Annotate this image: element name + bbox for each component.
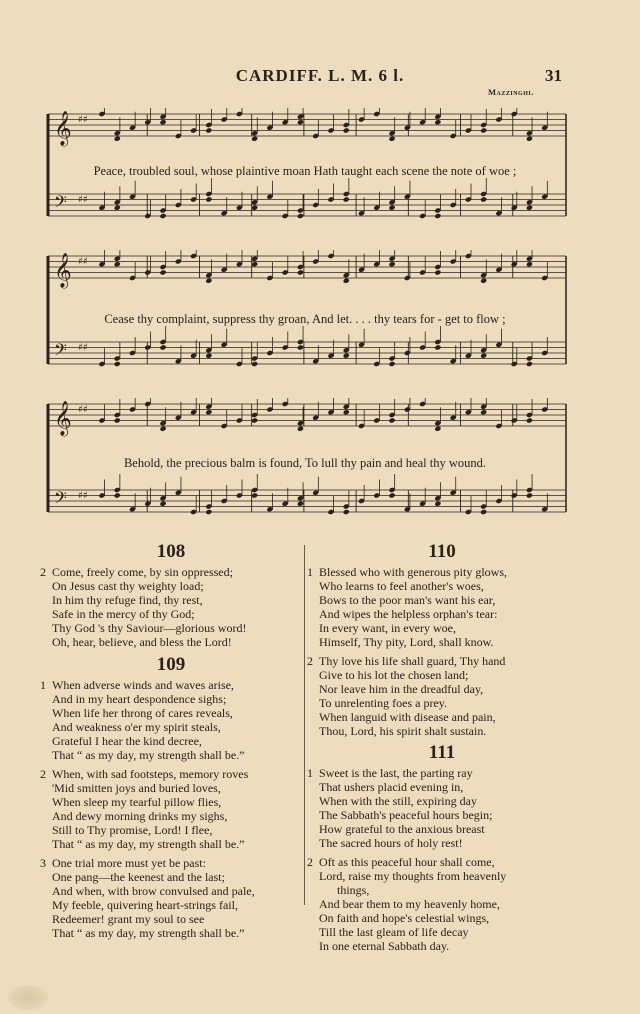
hymn-line: Bows to the poor man's want his ear, xyxy=(319,593,496,607)
hymn-line: One trial more must yet be past: xyxy=(52,856,206,870)
hymn-line: On Jesus cast thy weighty load; xyxy=(52,579,204,593)
right-column xyxy=(307,542,577,958)
hymn-line: Sweet is the last, the parting ray xyxy=(319,766,473,780)
hymn-line: Come, freely come, by sin oppressed; xyxy=(52,565,233,579)
hymn-line: When adverse winds and waves arise, xyxy=(52,678,234,692)
stanza xyxy=(307,766,577,850)
hymn-line: Nor leave him in the dreadful day, xyxy=(319,682,484,696)
hymn-line: Give to his lot the chosen land; xyxy=(319,668,469,682)
verse-number: 2 xyxy=(307,654,313,668)
hymn-line: And dewy morning drinks my sighs, xyxy=(52,809,228,823)
hymn-line: When with the still, expiring day xyxy=(319,794,477,808)
hymn-line: When languid with disease and pain, xyxy=(319,710,496,724)
verse-number: 3 xyxy=(40,856,46,870)
lyrics-line-1: Peace, troubled soul, whose plaintive moan Hath taught each scene the note of woe ; xyxy=(93,164,517,178)
hymn-line: On faith and hope's celestial wings, xyxy=(319,911,490,925)
hymn-line: That “ as my day, my strength shall be.” xyxy=(52,748,245,762)
hymn-line: Thou, Lord, his spirit shalt sustain. xyxy=(319,724,487,738)
hymn-line: The Sabbath's peaceful hours begin; xyxy=(319,808,493,822)
music-system-3 xyxy=(40,398,570,536)
hymn-line: Thy God 's thy Saviour—glorious word! xyxy=(52,621,247,635)
stanza xyxy=(40,767,302,851)
page-title: CARDIFF. L. M. 6 l. xyxy=(235,66,405,85)
hymn-line: Blessed who with generous pity glows, xyxy=(319,565,507,579)
hymn-number-111: 111 xyxy=(428,742,456,763)
svg-text:♯♯: ♯♯ xyxy=(78,256,88,268)
hymn-line: When sleep my tearful pillow flies, xyxy=(52,795,222,809)
stanza xyxy=(40,856,302,940)
music-system-1 xyxy=(40,108,570,236)
hymn-number-108: 108 xyxy=(156,541,186,562)
column-divider xyxy=(304,545,305,905)
hymn-line: 'Mid smitten joys and buried loves, xyxy=(52,781,221,795)
hymn-line: Himself, Thy pity, Lord, shall know. xyxy=(319,635,494,649)
hymn-line: In one eternal Sabbath day. xyxy=(319,939,450,953)
svg-text:𝄞: 𝄞 xyxy=(54,253,72,288)
hymn-line: Redeemer! grant my soul to see xyxy=(52,912,205,926)
svg-text:♯♯: ♯♯ xyxy=(78,490,88,502)
hymn-line: Oft as this peaceful hour shall come, xyxy=(319,855,495,869)
svg-text:𝄢: 𝄢 xyxy=(54,487,67,512)
hymn-line: And in my heart despondence sighs; xyxy=(52,692,227,706)
svg-text:𝄞: 𝄞 xyxy=(54,111,72,146)
music-system-2 xyxy=(40,250,570,380)
verse-number: 2 xyxy=(307,855,313,869)
hymn-line: That “ as my day, my strength shall be.” xyxy=(52,926,245,940)
svg-text:♯♯: ♯♯ xyxy=(78,194,88,206)
hymn-number-110: 110 xyxy=(428,541,456,562)
stanza xyxy=(40,678,302,762)
hymn-line: And when, with brow convulsed and pale, xyxy=(52,884,255,898)
verse-number: 2 xyxy=(40,565,46,579)
hymn-line: My feeble, quivering heart-strings fail, xyxy=(52,898,238,912)
stanza xyxy=(40,565,302,649)
hymn-line: To unrelenting foes a prey. xyxy=(319,696,448,710)
hymn-line: In him thy refuge find, thy rest, xyxy=(52,593,203,607)
hymn-line: One pang—the keenest and the last; xyxy=(52,870,225,884)
verse-number: 1 xyxy=(307,766,313,780)
svg-text:♯♯: ♯♯ xyxy=(78,404,88,416)
page-number: 31 xyxy=(545,66,562,85)
hymn-line: When, with sad footsteps, memory roves xyxy=(52,767,249,781)
hymn-number-109: 109 xyxy=(156,654,186,675)
verse-number: 2 xyxy=(40,767,46,781)
hymn-line: Oh, hear, believe, and bless the Lord! xyxy=(52,635,232,649)
stanza xyxy=(307,855,577,953)
lyrics-line-2: Cease thy complaint, suppress thy groan, And let. . . . thy tears for - get to flow ; xyxy=(104,312,506,326)
hymn-line: The sacred hours of holy rest! xyxy=(319,836,463,850)
verse-number: 1 xyxy=(307,565,313,579)
hymn-line: Till the last gleam of life decay xyxy=(319,925,469,939)
verse-number: 1 xyxy=(40,678,46,692)
hymn-line: That ushers placid evening in, xyxy=(319,780,464,794)
composer-credit: Mazzinghi. xyxy=(488,87,534,97)
hymn-line: That “ as my day, my strength shall be.” xyxy=(52,837,245,851)
svg-text:𝄢: 𝄢 xyxy=(54,191,67,216)
svg-text:♯♯: ♯♯ xyxy=(78,342,88,354)
hymn-line: And bear them to my heavenly home, xyxy=(319,897,500,911)
svg-text:𝄢: 𝄢 xyxy=(54,339,67,364)
hymn-line: Still to Thy promise, Lord! I flee, xyxy=(52,823,213,837)
svg-text:𝄞: 𝄞 xyxy=(54,401,72,436)
stanza xyxy=(307,654,577,738)
hymn-line: When life her throng of cares reveals, xyxy=(52,706,233,720)
hymn-line: Thy love his life shall guard, Thy hand xyxy=(319,654,506,668)
hymn-line: Grateful I hear the kind decree, xyxy=(52,734,202,748)
svg-text:♯♯: ♯♯ xyxy=(78,114,88,126)
paper-stain xyxy=(8,985,48,1010)
hymn-line: Lord, raise my thoughts from heavenly xyxy=(319,869,507,883)
hymn-line: In every want, in every woe, xyxy=(319,621,456,635)
hymn-line: Safe in the mercy of thy God; xyxy=(52,607,195,621)
hymn-line: And weakness o'er my spirit steals, xyxy=(52,720,221,734)
hymn-line: Who learns to feel another's woes, xyxy=(319,579,484,593)
stanza xyxy=(307,565,577,649)
lyrics-line-3: Behold, the precious balm is found, To lull thy pain and heal thy wound. xyxy=(123,456,487,470)
hymn-line: things, xyxy=(337,883,370,897)
hymn-line: And wipes the helpless orphan's tear: xyxy=(319,607,498,621)
hymn-line: How grateful to the anxious breast xyxy=(319,822,485,836)
left-column xyxy=(40,542,302,945)
